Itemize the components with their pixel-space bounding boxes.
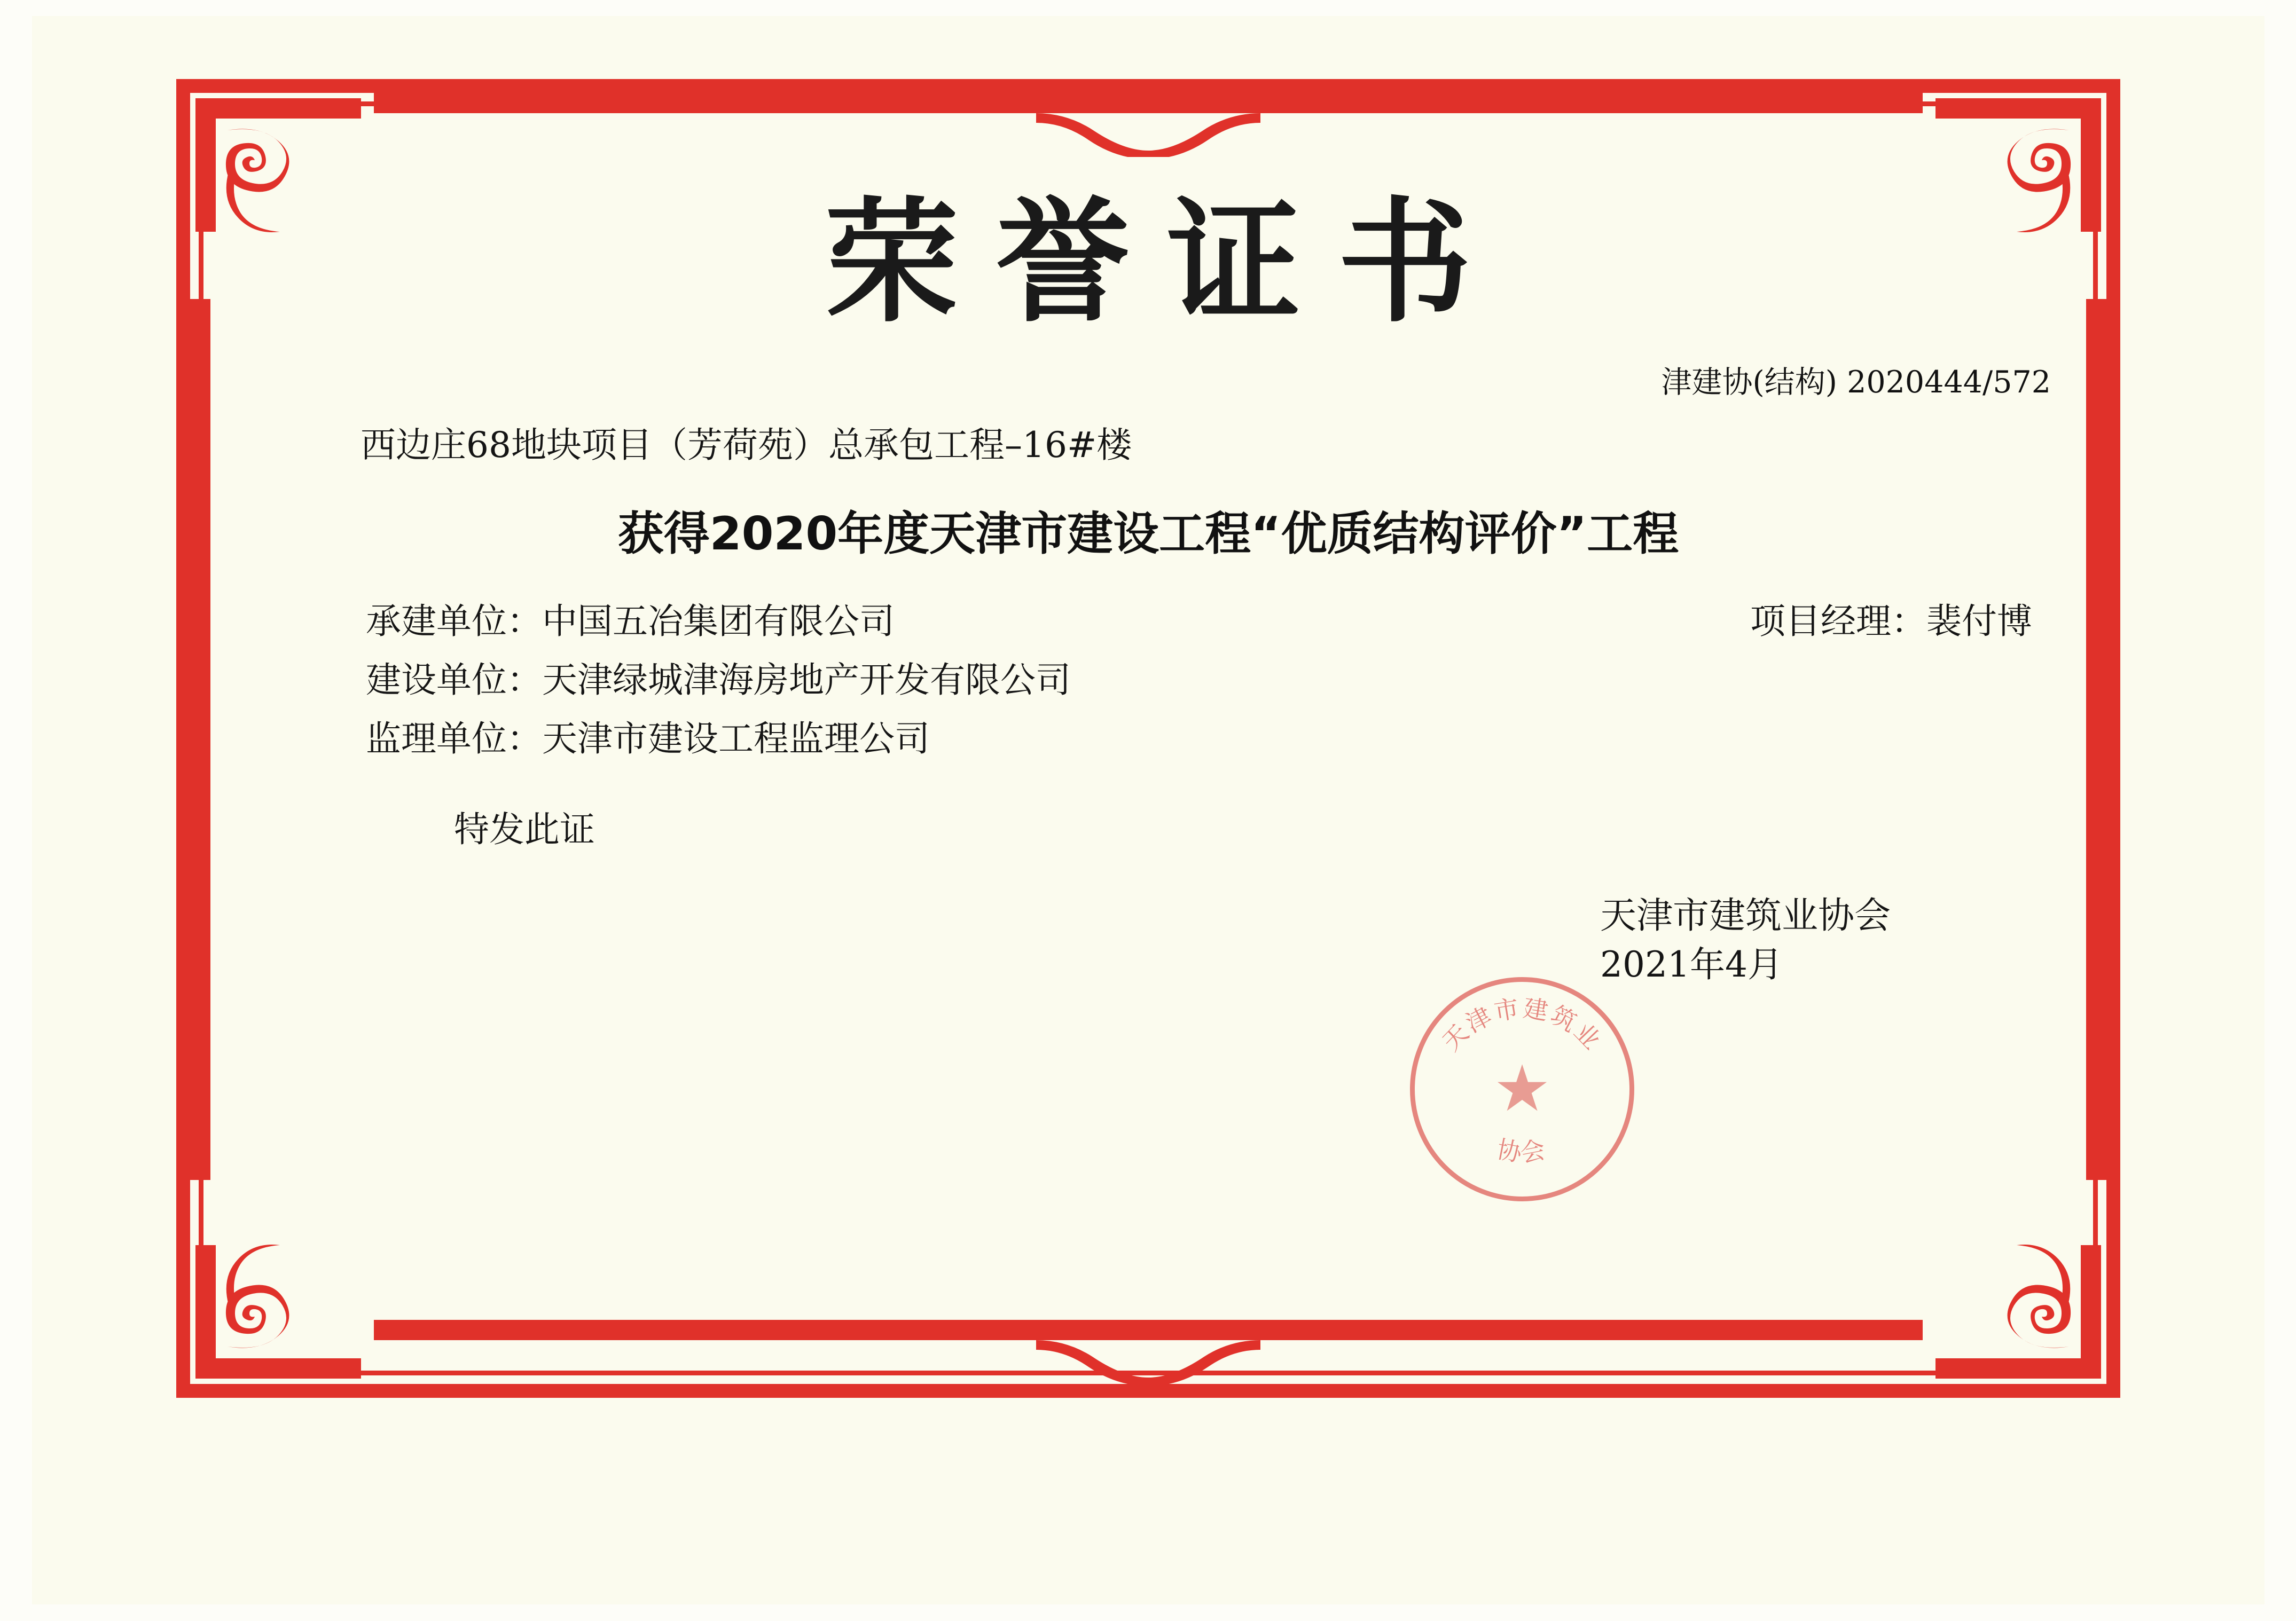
special-note: 特发此证 [454,809,595,850]
organization-rows [366,593,2064,769]
supervisor-value: 天津市建设工程监理公司 [542,718,930,759]
certificate-content [230,133,2067,1345]
contractor-label: 承建单位： [366,601,542,642]
project-manager-label: 项目经理： [1750,601,1926,642]
supervisor-label: 监理单位： [366,718,542,759]
issuer-name: 天津市建筑业协会 [1600,895,1891,937]
developer-value: 天津绿城津海房地产开发有限公司 [542,659,1071,701]
certificate-title: 荣誉证书 [825,183,1509,340]
award-statement: 获得2020年度天津市建设工程“优质结构评价”工程 [617,507,1679,561]
project-manager-name: 裴付博 [1926,601,2032,642]
row-supervisor [366,710,2064,769]
row-developer [366,651,2064,710]
project-manager [1750,593,2032,643]
project-name: 西边庄68地块项目（芳荷苑）总承包工程–16#楼 [361,424,1132,466]
seal-star-icon: ★ [1493,1052,1551,1126]
issuer-block [1600,892,1891,988]
contractor-value: 中国五冶集团有限公司 [542,601,895,642]
seal-top-text: 天津市建筑业 [1436,993,1608,1057]
seal-bottom-text: 协会 [1494,1134,1550,1168]
issue-date: 2021年4月 [1600,943,1783,985]
certificate-serial-number: 津建协(结构) 2020444/572 [1661,365,2051,400]
row-contractor [366,593,2064,651]
developer-label: 建设单位： [366,659,542,701]
